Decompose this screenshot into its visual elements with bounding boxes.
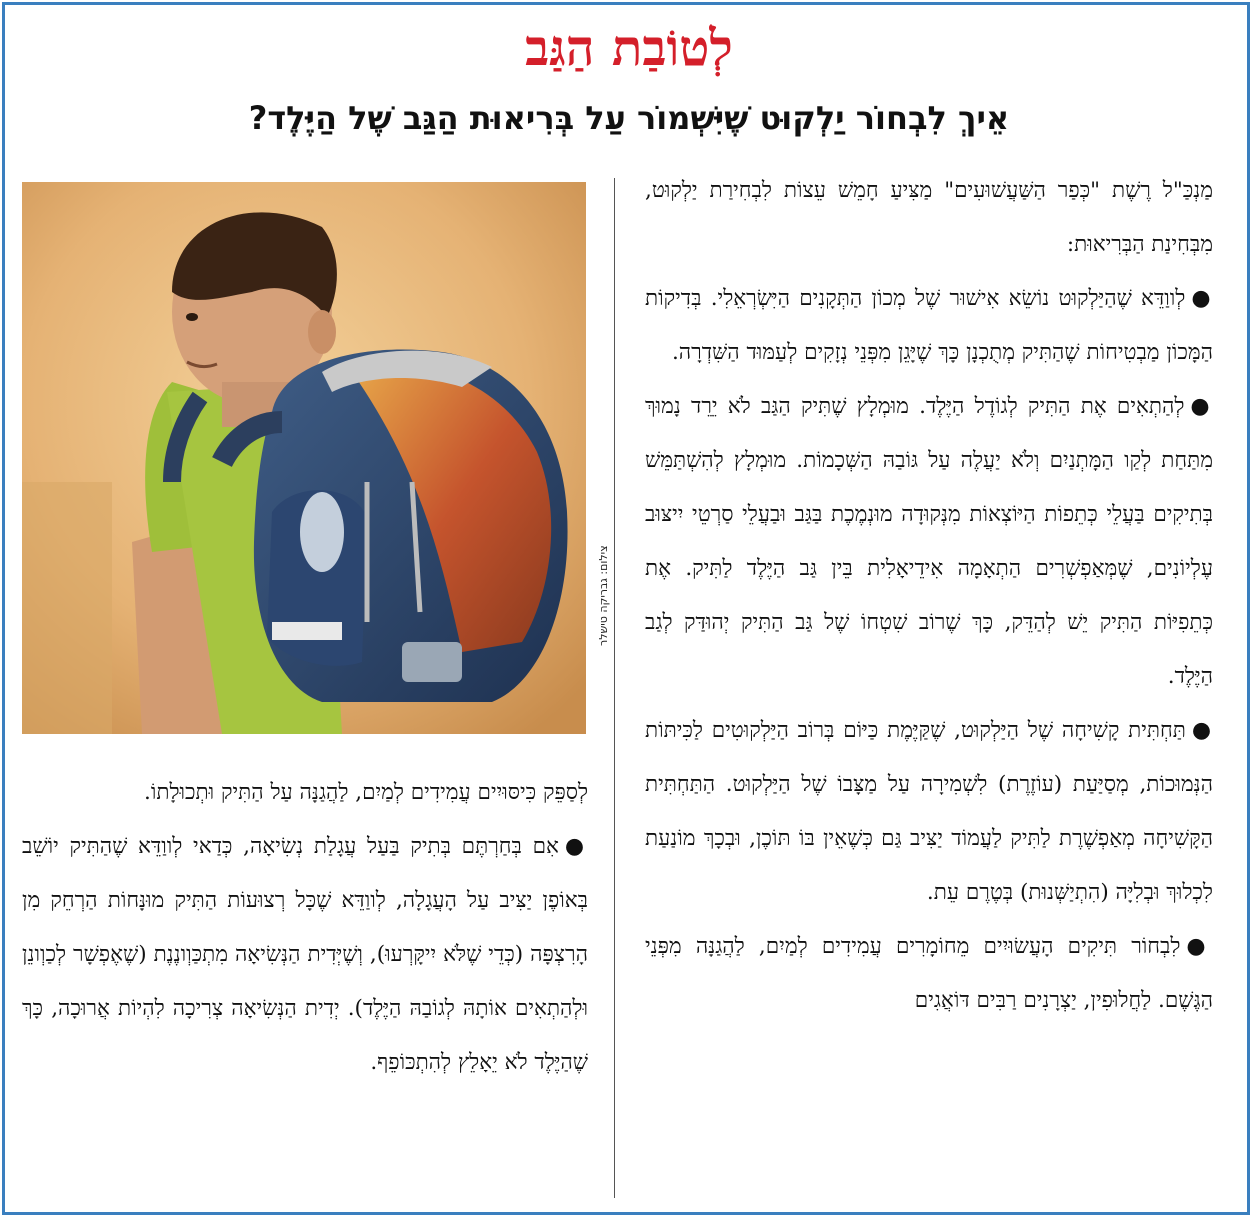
left-column — [22, 766, 588, 1206]
tip-4 — [645, 920, 1213, 1028]
tip-2 — [645, 380, 1213, 704]
right-column — [645, 164, 1213, 1204]
bullet-icon: ● — [1191, 718, 1213, 743]
tip-1-text: לְווַדֵּא שֶׁהַיַּלְקוּט נוֹשֵׂא אִישׁוּר שֶׁל מְכוֹן הַתְּקָנִים הַיִּשְׂרְאֵלִי. בְּדִיקוֹת הַמָּכוֹן מַבְטִיחוֹת שֶׁהַתִּיק מְתֻכְנָן כָּךְ שֶׁיָּגֵן מִפְּנֵי נְזָקִים לְעַמּוּד הַשִּׁדְרָה. — [645, 286, 1213, 365]
tip-2-text: לְהַתְאִים אֶת הַתִּיק לְגוֹדֶל הַיֶּלֶד. מוּמְלָץ שֶׁתִּיק הַגַּב לֹא יֵרֵד נָמוּךְ מִתַּחַת לְקַו הַמָּתְנַיִם וְלֹא יַעֲלֶה עַל גּוֹבַהּ הַשְּׁכָמוֹת. מוּמְלָץ לְהִשְׁתַּמֵּשׁ בְּתִיקִים בַּעֲלֵי כְּתֵפוֹת הַיּוֹצְאוֹת מִנְּקוּדָה מוּנְמֶכֶת בַּגַּב וּבַעֲלֵי סַרְטֵי יִיצּוּב עֶלְיוֹנִים, שֶׁמְּאַפְשְׁרִים הַתְאָמָה אִידֵיאָלִית בֵּין גַּב הַיֶּלֶד לַתִּיק. אֶת כְּתֵפִיּוֹת הַתִּיק יֵשׁ לְהַדֵּק, כָּךְ שֶׁרוֹב שִׁטְחוֹ שֶׁל גַּב הַתִּיק יְהוּדַּק לְגַב הַיֶּלֶד. — [645, 394, 1213, 689]
tip-3-text: תַּחְתִּית קָשִׁיחָה שֶׁל הַיַּלְקוּט, שֶׁקַּיֶּמֶת כַּיּוֹם בְּרוֹב הַיַּלְקוּטִים לַכִּיתּוֹת הַנְּמוּכוֹת, מְסַיַּעַת (עוֹזֶרֶת) לִשְׁמִירָה עַל מַצָּבוֹ שֶׁל הַיַּלְקוּט. הַתַּחְתִּית הַקָּשִׁיחָה מְאַפְשֶׁרֶת לַתִּיק לַעֲמוֹד יַצִּיב גַּם כְּשֶׁאֵין בּוֹ תּוֹכֶן, וּבְכָךְ מוֹנַעַת לִכְלוּךְ וּבְלִיָּה (הִתְיַשְּׁנוּת) בְּטֶרֶם עֵת. — [645, 718, 1213, 905]
bullet-icon: ● — [1191, 286, 1213, 311]
tip-1 — [645, 272, 1213, 380]
bullet-icon: ● — [1190, 394, 1213, 419]
tip-5 — [22, 820, 588, 1090]
column-divider — [614, 178, 615, 1198]
photo-boy-with-backpack — [22, 182, 586, 734]
bullet-icon: ● — [564, 834, 588, 859]
bullet-icon: ● — [1186, 934, 1213, 959]
tip-3 — [645, 704, 1213, 920]
photo-credit: צילום: גבריקה טישלר — [597, 545, 610, 647]
tip-4-text: לִבְחוֹר תִּיקִים הָעֲשׂוּיִים מֵחוֹמָרִים עֲמִידִים לְמַיִם, לַהֲגַנָּה מִפְּנֵי הַגֶּשֶׁם. לַחֲלוּפִין, יַצְרָנִים רַבִּים דּוֹאֲגִים — [645, 934, 1213, 1013]
tip-5-text: אִם בְּחַרְתֶּם בְּתִיק בַּעַל עֲגָלַת נְשִׂיאָה, כְּדַאי לְווַדֵּא שֶׁהַתִּיק יוֹשֵׁב בְּאוֹפֶן יַצִּיב עַל הָעֲגָלָה, לְווַדֵּא שֶׁכָּל רְצוּעוֹת הַתִּיק מוּנָּחוֹת הַרְחֵק מִן הָרִצְפָּה (כְּדֵי שֶׁלֹּא יִיקָּרְעוּ), וְשֶׁיְּדִית הַנְּשִׂיאָה מִתְכַּוְונֶנֶת (שֶׁאֶפְשָׁר לְכַוְונֵן וּלְהַתְאִים אוֹתָהּ לְגוֹבַהּ הַיֶּלֶד). יְדִית הַנְּשִׂיאָה צְרִיכָה לִהְיוֹת אֲרוּכָה, כָּךְ שֶׁהַיֶּלֶד לֹא יֵאָלֵץ לְהִתְכּוֹפֵף. — [22, 834, 588, 1075]
article-title: לְטוֹבַת הַגַּב — [525, 18, 733, 77]
article-subtitle: אֵיךְ לִבְחוֹר יַלְקוּט שֶׁיִּשְׁמוֹר עַל בְּרִיאוּת הַגַּב שֶׁל הַיֶּלֶד? — [248, 99, 1010, 137]
intro-paragraph: מַנְכַּ"ל רֶשֶׁת "כְּפַר הַשַּׁעֲשׁוּעִים" מַצִּיעַ חָמֵשׁ עֵצוֹת לִבְחִירַת יַלְקוּט, מִבְּחִינַת הַבְּרִיאוּת: — [645, 178, 1213, 257]
tip-4-continuation: לְסַפֵּק כִּיסּוּיִים עֲמִידִים לְמַיִם, לַהֲגַנָּה עַל הַתִּיק וּתְכוּלָתוֹ. — [144, 780, 588, 805]
